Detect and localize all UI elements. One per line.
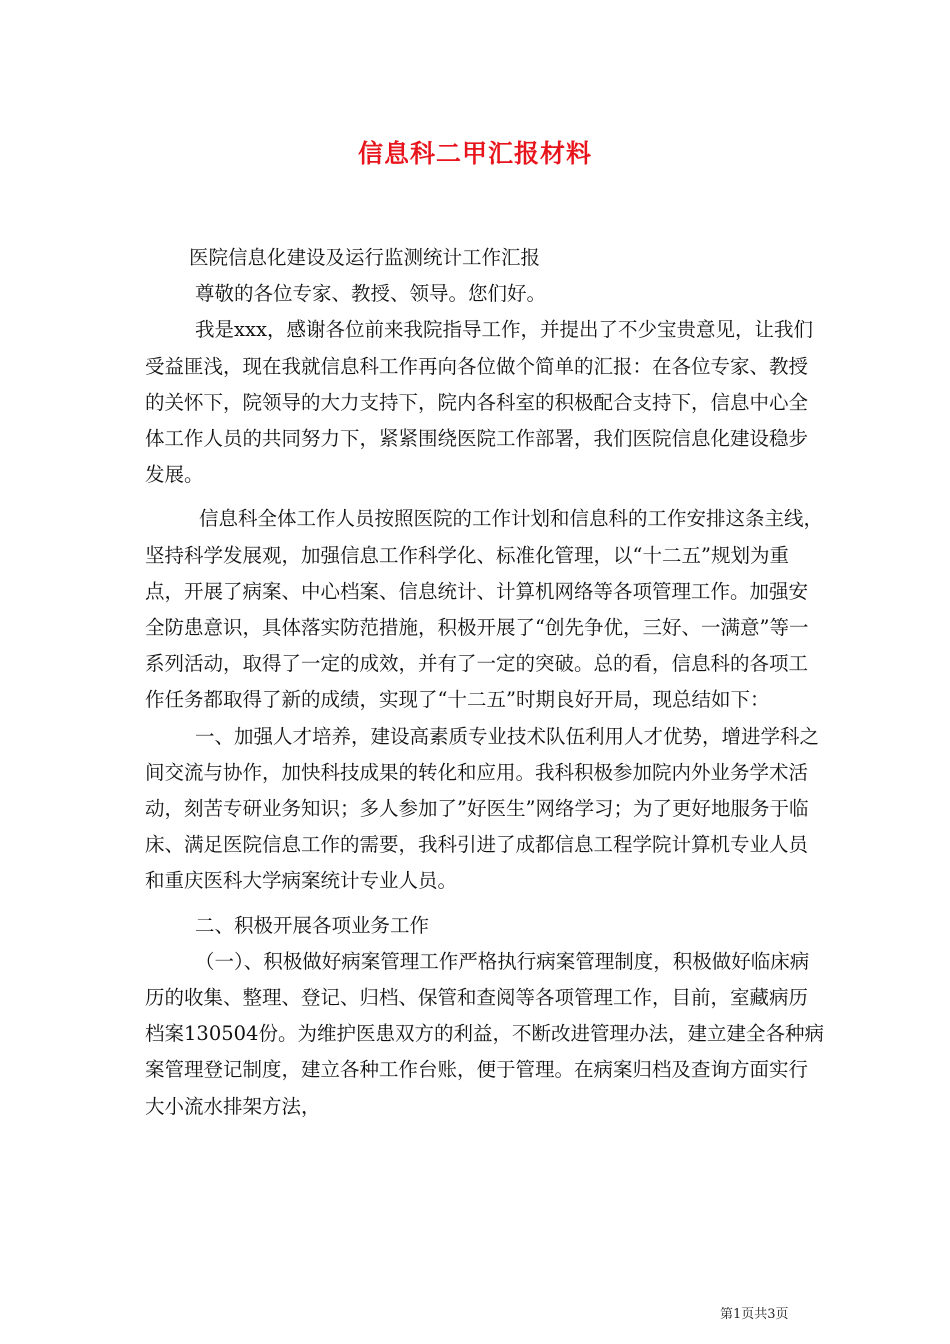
document-body: [145, 240, 825, 1125]
section-heading: 二、积极开展各项业务工作: [195, 913, 430, 937]
paragraph: 我是xxx，感谢各位前来我院指导工作，并提出了不少宝贵意见，让我们受益匪浅，现在我就信息科工作再向各位做个简单的汇报：在各位专家、教授的关怀下，院领导的大力支持下，院内各科室的积极配合支持下，信息中心全体工作人员的共同努力下，紧紧围绕医院工作部署，我们医院信息化建设稳步发展。: [145, 318, 813, 487]
report-subtitle: 医院信息化建设及运行监测统计工作汇报: [189, 246, 541, 269]
paragraph: （一）、积极做好病案管理工作严格执行病案管理制度，积极做好临床病历的收集、整理、登记、归档、保管和查阅等各项管理工作，目前，室藏病历档案130504份。为维护医患双方的利益，不断改进管理办法，建立建全各种病案管理登记制度，建立各种工作台账，便于管理。在病案归档及查询方面实行大小流水排架方法，: [145, 949, 824, 1118]
paragraph: 一、加强人才培养，建设高素质专业技术队伍利用人才优势，增进学科之间交流与协作，加快科技成果的转化和应用。我科积极参加院内外业务学术活动，刻苦专研业务知识；多人参加了”好医生”网络学习；为了更好地服务于临床、满足医院信息工作的需要，我科引进了成都信息工程学院计算机专业人员和重庆医科大学病案统计专业人员。: [145, 724, 820, 893]
page-number: 第1页共3页: [720, 1307, 789, 1322]
greeting: 尊敬的各位专家、教授、领导。您们好。: [195, 282, 547, 306]
paragraph: 信息科全体工作人员按照医院的工作计划和信息科的工作安排这条主线，坚持科学发展观，加强信息工作科学化、标准化管理，以“十二五”规划为重点，开展了病案、中心档案、信息统计、计算机网络等各项管理工作。加强安全防患意识，具体落实防范措施，积极开展了“创先争优，三好、一满意”等一系列活动，取得了一定的成效，并有了一定的突破。总的看，信息科的各项工作任务都取得了新的成绩，实现了“十二五”时期良好开局，现总结如下：: [145, 507, 824, 712]
document-title: 信息科二甲汇报材料: [357, 139, 592, 168]
